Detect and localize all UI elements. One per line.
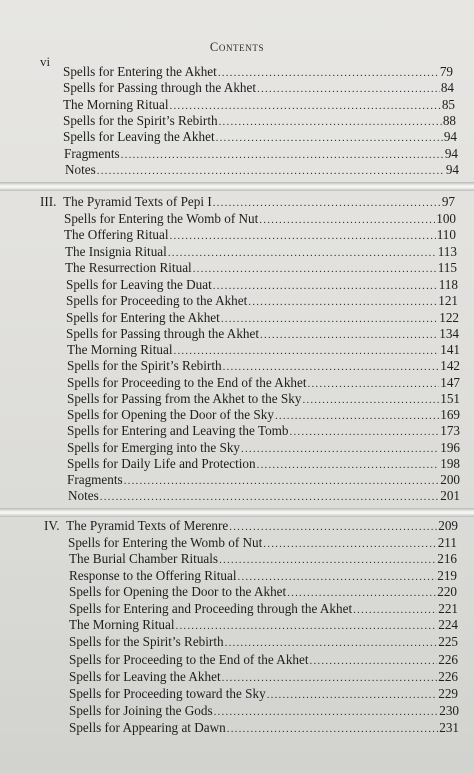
toc-entry <box>65 260 457 277</box>
dot-leader <box>225 635 438 651</box>
toc-entry-title: Spells for Proceeding toward the Sky <box>69 686 266 701</box>
dot-leader <box>248 294 437 310</box>
toc-entry <box>67 407 460 424</box>
toc-entry-title: The Morning Ritual <box>63 97 169 112</box>
toc-entry <box>65 162 459 179</box>
dot-leader <box>260 327 438 343</box>
toc-entry-title: Spells for Leaving the Duat <box>66 277 212 292</box>
toc-part-title-group <box>44 518 228 534</box>
toc-entry <box>66 293 458 310</box>
page-number-folio: vi <box>40 54 51 69</box>
toc-part-page: 97 <box>441 194 455 209</box>
dot-leader <box>267 687 438 703</box>
toc-entry-title: The Morning Ritual <box>67 342 173 357</box>
dot-leader <box>219 114 442 130</box>
toc-entry-page: 115 <box>437 260 457 275</box>
toc-entry <box>63 97 455 114</box>
toc-entry-page: 141 <box>440 342 460 357</box>
dot-leader <box>193 261 437 277</box>
toc-entry-title: The Offering Ritual <box>64 227 169 242</box>
toc-entry <box>68 488 460 505</box>
dot-leader <box>124 473 440 489</box>
toc-entry-page: 231 <box>439 720 459 735</box>
toc-entry-title: Spells for Daily Life and Protection <box>67 456 256 471</box>
toc-entry-page: 226 <box>438 652 458 667</box>
toc-entry-title: The Resurrection Ritual <box>65 260 192 275</box>
toc-entry <box>66 326 459 343</box>
dot-leader <box>222 670 438 686</box>
toc-part-title-group <box>40 194 212 210</box>
toc-entry-title: Notes <box>65 162 96 177</box>
toc-entry <box>69 652 458 669</box>
dot-leader <box>238 569 437 585</box>
toc-entry-page: 122 <box>439 310 459 325</box>
running-head: Contents <box>209 40 265 54</box>
toc-entry-title: Fragments <box>67 472 123 487</box>
toc-entry-title: Spells for Proceeding to the Akhet <box>66 293 248 308</box>
toc-entry <box>67 391 460 408</box>
dot-leader <box>218 65 439 81</box>
dot-leader <box>213 278 438 294</box>
dot-leader <box>227 721 438 737</box>
part-title: The Pyramid Texts of Pepi I <box>63 194 212 209</box>
toc-entry <box>65 244 457 261</box>
dot-leader <box>275 408 439 424</box>
toc-entry-title: Spells for Entering and Proceeding through the Akhet <box>69 601 353 616</box>
part-title: The Pyramid Texts of Merenre <box>66 518 229 533</box>
toc-entry-title: The Burial Chamber Rituals <box>69 551 219 566</box>
toc-entry-page: 94 <box>443 129 457 144</box>
dot-leader <box>287 585 436 601</box>
toc-entry <box>69 617 458 634</box>
toc-entry <box>69 568 457 585</box>
toc-entry <box>69 551 457 568</box>
toc-entry-page: 85 <box>441 97 455 112</box>
dot-leader <box>221 311 438 327</box>
toc-entry-title: Spells for Passing through the Akhet <box>63 80 257 95</box>
toc-entry-page: 79 <box>439 64 453 79</box>
toc-entry-title: Spells for Passing through the Akhet <box>66 326 260 341</box>
toc-entry-page: 221 <box>438 601 458 616</box>
dot-leader <box>353 602 437 618</box>
dot-leader <box>223 359 440 375</box>
dot-leader <box>100 489 439 505</box>
toc-entry-title: Fragments <box>64 146 120 161</box>
toc-entry <box>67 456 460 473</box>
toc-entry-page: 201 <box>440 488 460 503</box>
toc-entry-title: Spells for Entering and Leaving the Tomb <box>67 423 289 438</box>
toc-entry-page: 226 <box>438 669 458 684</box>
toc-entry-page: 84 <box>440 80 454 95</box>
dot-leader <box>263 536 436 552</box>
toc-entry-page: 147 <box>440 375 460 390</box>
toc-entry <box>69 703 459 720</box>
toc-entry-page: 88 <box>442 113 456 128</box>
dot-leader <box>214 704 439 720</box>
dot-leader <box>170 228 436 244</box>
toc-entry <box>64 211 456 228</box>
toc-entry-title: Spells for Entering the Akhet <box>66 310 220 325</box>
toc-entry-page: 118 <box>438 277 458 292</box>
toc-entry <box>67 342 460 359</box>
toc-entry-title: Response to the Offering Ritual <box>69 568 237 583</box>
toc-entry-page: 169 <box>440 407 460 422</box>
toc-entry <box>69 584 457 601</box>
toc-entry-page: 100 <box>436 211 456 226</box>
dot-leader <box>257 457 440 473</box>
toc-entry <box>64 146 458 163</box>
toc-entry-page: 113 <box>437 244 457 259</box>
toc-part-page: 209 <box>438 518 458 533</box>
toc-entry-title: Spells for the Spirit’s Rebirth <box>67 358 222 373</box>
toc-part-heading <box>44 518 458 535</box>
dot-leader <box>308 376 440 392</box>
toc-entry-title: Spells for Emerging into the Sky <box>67 440 241 455</box>
toc-entry-title: Spells for Entering the Womb of Nut <box>64 211 259 226</box>
dot-leader <box>241 441 439 457</box>
toc-entry-title: Spells for the Spirit’s Rebirth <box>63 113 218 128</box>
toc-entry-title: The Morning Ritual <box>69 617 175 632</box>
toc-entry-page: 94 <box>444 146 458 161</box>
toc-entry-page: 200 <box>440 472 460 487</box>
toc-entry <box>67 472 460 489</box>
toc-entry-title: Notes <box>68 488 99 503</box>
toc-entry-title: Spells for Opening the Door of the Sky <box>67 407 274 422</box>
dot-leader <box>219 552 436 568</box>
toc-entry <box>69 669 458 686</box>
toc-entry <box>69 601 458 618</box>
part-number: III. <box>40 194 57 209</box>
dot-leader <box>290 424 440 440</box>
toc-entry <box>66 277 458 294</box>
dot-leader <box>168 245 437 261</box>
toc-part-heading <box>40 194 455 211</box>
toc-entry <box>67 423 460 440</box>
toc-entry <box>63 113 456 130</box>
toc-entry <box>69 634 458 651</box>
toc-entry-page: 230 <box>439 703 459 718</box>
dot-leader <box>121 147 444 163</box>
toc-entry-page: 229 <box>438 686 458 701</box>
toc-entry-page: 225 <box>438 634 458 649</box>
dot-leader <box>170 98 441 114</box>
toc-entry-title: Spells for Entering the Akhet <box>63 64 217 79</box>
toc-entry <box>69 686 458 703</box>
toc-entry-title: The Insignia Ritual <box>65 244 167 259</box>
part-number: IV. <box>44 518 60 533</box>
toc-entry-page: 196 <box>440 440 460 455</box>
dot-leader <box>310 653 438 669</box>
toc-entry-page: 211 <box>437 535 457 550</box>
dot-leader <box>97 163 445 179</box>
toc-entry-title: Spells for Leaving the Akhet <box>69 669 221 684</box>
toc-entry-page: 219 <box>437 568 457 583</box>
toc-entry-title: Spells for Passing from the Akhet to the Sky <box>67 391 302 406</box>
dot-leader <box>213 195 441 211</box>
page-fold-divider <box>0 508 474 517</box>
dot-leader <box>216 130 443 146</box>
toc-entry <box>67 375 460 392</box>
toc-entry-page: 121 <box>438 293 458 308</box>
toc-entry-page: 198 <box>440 456 460 471</box>
dot-leader <box>302 392 439 408</box>
toc-entry <box>68 535 457 552</box>
dot-leader <box>174 343 440 359</box>
dot-leader <box>229 519 437 535</box>
toc-entry-page: 173 <box>440 423 460 438</box>
toc-entry-title: Spells for Appearing at Dawn <box>69 720 226 735</box>
toc-entry <box>63 129 457 146</box>
toc-entry-page: 94 <box>445 162 459 177</box>
dot-leader <box>257 81 440 97</box>
toc-entry-page: 142 <box>440 358 460 373</box>
toc-entry-page: 134 <box>439 326 459 341</box>
toc-entry-title: Spells for Proceeding to the End of the Akhet <box>69 652 309 667</box>
dot-leader <box>176 618 438 634</box>
toc-entry <box>66 310 459 327</box>
toc-entry-title: Spells for Proceeding to the End of the Akhet <box>67 375 307 390</box>
toc-entry-page: 110 <box>436 227 456 242</box>
toc-entry-page: 224 <box>438 617 458 632</box>
toc-entry <box>67 358 460 375</box>
toc-entry <box>67 440 460 457</box>
toc-entry-title: Spells for Entering the Womb of Nut <box>68 535 263 550</box>
toc-entry <box>63 64 453 81</box>
page-fold-divider <box>0 182 474 191</box>
dot-leader <box>259 212 435 228</box>
toc-entry-title: Spells for Opening the Door to the Akhet <box>69 584 287 599</box>
toc-entry-page: 151 <box>440 391 460 406</box>
toc-entry <box>69 720 459 737</box>
toc-entry-title: Spells for Joining the Gods <box>69 703 213 718</box>
toc-entry-title: Spells for Leaving the Akhet <box>63 129 215 144</box>
toc-entry <box>64 227 456 244</box>
toc-entry-page: 216 <box>437 551 457 566</box>
toc-entry-page: 220 <box>437 584 457 599</box>
toc-entry-title: Spells for the Spirit’s Rebirth <box>69 634 224 649</box>
toc-entry <box>63 80 454 97</box>
